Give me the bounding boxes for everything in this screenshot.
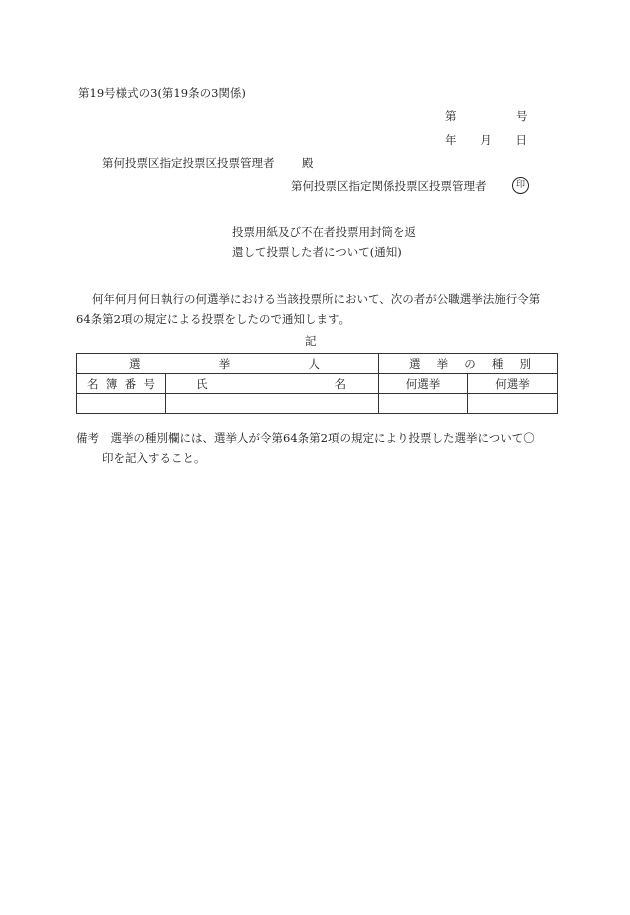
header-election-type: 選 挙 の 種 別 (379, 354, 558, 374)
header-election-2: 何選挙 (468, 374, 558, 394)
addressee: 第何投票区指定投票区投票管理者 (102, 156, 275, 170)
honorific: 殿 (302, 156, 314, 170)
title-line-2: 還して投票した者について(通知) (232, 245, 402, 259)
date-day: 日 (515, 133, 527, 147)
date-line (445, 133, 527, 147)
header-election-1: 何選挙 (379, 374, 468, 394)
header-voter: 選 挙 人 (77, 354, 379, 374)
document-number-label: 第 (445, 109, 457, 123)
table-row (77, 374, 558, 394)
table-row (77, 354, 558, 374)
form-number: 第19号様式の3(第19条の3関係) (78, 86, 246, 100)
body-line-2: 64条第2項の規定による投票をしたので通知します。 (76, 312, 351, 326)
date-year: 年 (445, 133, 457, 147)
body-line-1: 何年何月何日執行の何選挙における当該投票所において、次の者が公職選挙法施行令第 (92, 292, 541, 306)
sender: 第何投票区指定関係投票区投票管理者 (291, 179, 487, 193)
cell-name[interactable] (166, 394, 379, 414)
voter-table (76, 353, 558, 414)
seal-mark: 印 (512, 177, 529, 194)
title-line-1: 投票用紙及び不在者投票用封筒を返 (232, 225, 416, 239)
cell-register-number[interactable] (77, 394, 166, 414)
cell-election-1[interactable] (379, 394, 468, 414)
header-register-number: 名 簿 番 号 (77, 374, 166, 394)
cell-election-2[interactable] (468, 394, 558, 414)
ki-heading: 記 (305, 334, 317, 348)
table-row (77, 394, 558, 414)
header-name: 氏 名 (166, 374, 379, 394)
remarks-line-2: 印を記入すること。 (102, 451, 206, 465)
date-month: 月 (480, 133, 492, 147)
remarks-line-1: 備考 選挙の種別欄には、選挙人が令第64条第2項の規定により投票した選挙について〇 (76, 431, 535, 445)
document-number-suffix: 号 (516, 109, 528, 123)
